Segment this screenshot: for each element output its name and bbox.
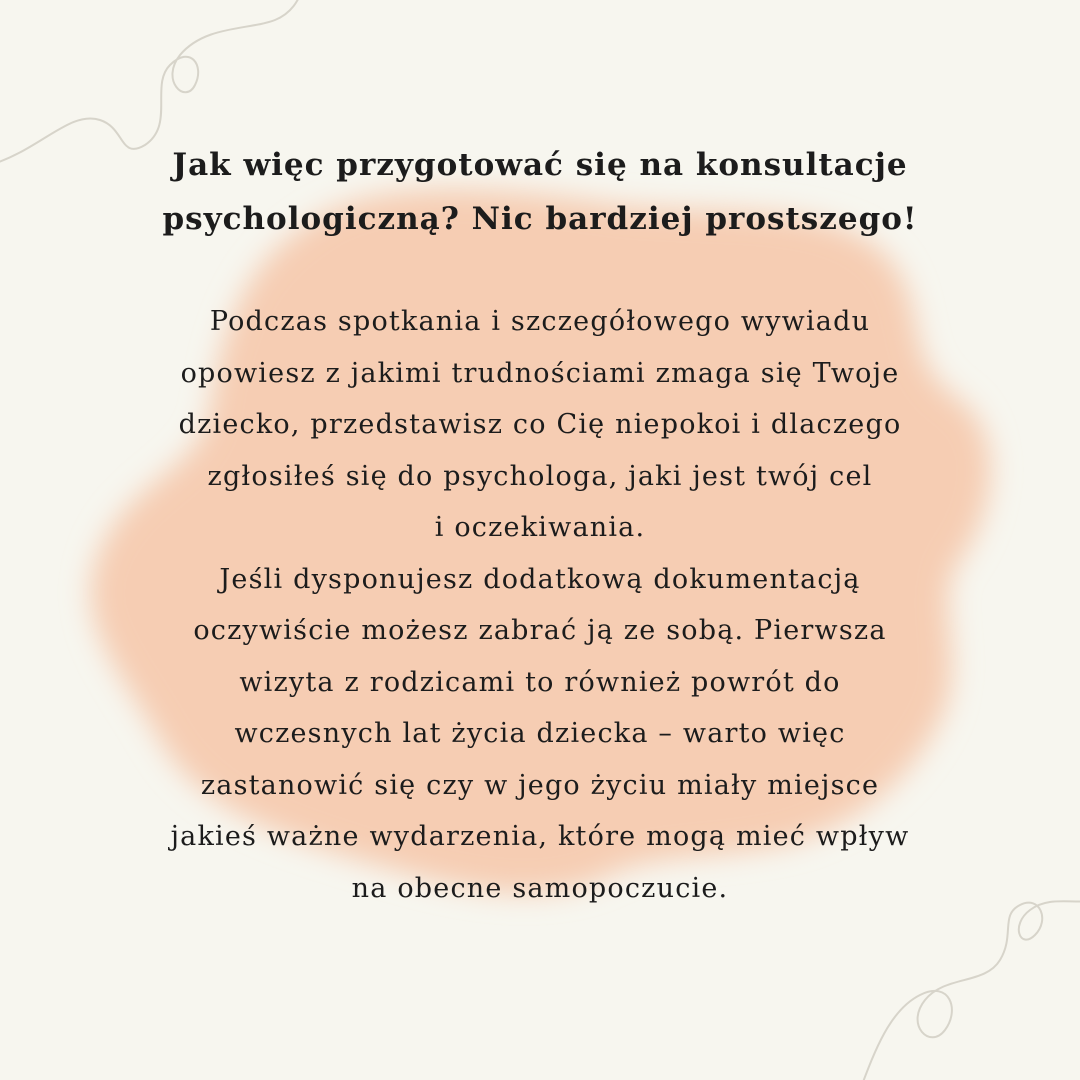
body-paragraph [110,296,970,914]
body-line: jakieś ważne wydarzenia, które mogą mieć wpływ [170,821,910,852]
body-line: wczesnych lat życia dziecka – warto więc [234,718,846,749]
heading [110,138,970,246]
squiggle-bottom-right [860,900,1080,1080]
body-line: oczywiście możesz zabrać ją ze sobą. Pierwsza [193,615,887,646]
body-line: zastanowić się czy w jego życiu miały miejsce [200,769,880,801]
body-line: opowiesz z jakimi trudnościami zmaga się Twoje [180,357,900,389]
body-line: wizyta z rodzicami to również powrót do [239,666,841,698]
text-content [110,138,970,914]
heading-line: Jak więc przygotować się na konsultacje [172,147,908,183]
body-line: Jeśli dysponujesz dodatkową dokumentacją [219,563,861,595]
body-line: zgłosiłeś się do psychologa, jaki jest twój cel [207,460,873,492]
body-line: i oczekiwania. [434,512,646,543]
heading-line: psychologiczną? Nic bardziej prostszego! [162,201,918,237]
body-line: dziecko, przedstawisz co Cię niepokoi i dlaczego [178,409,902,440]
body-line: na obecne samopoczucie. [351,872,729,904]
body-line: Podczas spotkania i szczegółowego wywiadu [209,306,871,337]
